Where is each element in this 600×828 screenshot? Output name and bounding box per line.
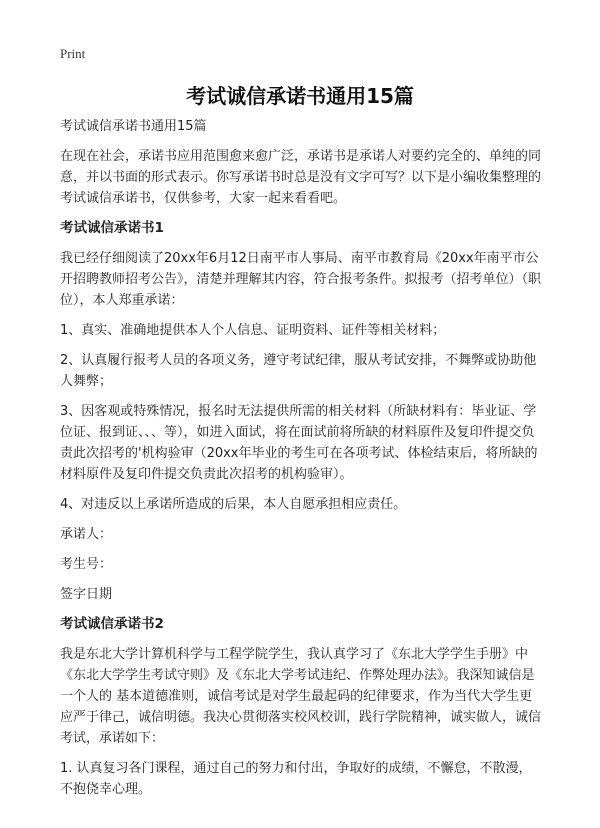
page-title: 考试诚信承诺书通用15篇 xyxy=(186,84,414,108)
section-2-heading: 考试诚信承诺书2 xyxy=(60,616,164,632)
intro-paragraph: 在现在社会，承诺书应用范围愈来愈广泛，承诺书是承诺人对要约完全的、单纯的同意，并以书面的形式表示。你写承诺书时总是没有文字可写？以下是小编收集整理的考试诚信承诺书，仅供参考，大家一起来看看吧。 xyxy=(60,149,542,206)
document-subtitle: 考试诚信承诺书通用15篇 xyxy=(60,119,207,134)
signature-date-label: 签字日期 xyxy=(60,587,113,602)
candidate-number-label: 考生号： xyxy=(60,557,113,572)
section-1-item: 2、认真履行报考人员的各项义务，遵守考试纪律，服从考试安排，不舞弊或协助他人舞弊； xyxy=(60,353,537,389)
section-1-item: 3、因客观或特殊情况，报名时无法提供所需的相关材料（所缺材料有：毕业证、学位证、报到证、、、等），如进入面试，将在面试前将所缺的材料原件及复印件提交负责此次招考的'机构验审（20xx年毕业的考生可在各项考试、体检结束后，将所缺的材料原件及复印件提交负责此次招考的机构验审）。 xyxy=(60,404,538,482)
print-link[interactable]: Print xyxy=(60,46,86,61)
section-1-heading: 考试诚信承诺书1 xyxy=(60,220,164,236)
section-2-item: 1. 认真复习各门课程，通过自己的努力和付出，争取好的成绩，不懈怠，不散漫，不抱侥幸心理。 xyxy=(60,761,532,797)
section-1-item: 1、真实、准确地提供本人个人信息、证明资料、证件等相关材料； xyxy=(60,323,446,338)
section-2-paragraph: 我是东北大学计算机科学与工程学院学生，我认真学习了《东北大学学生手册》中《东北大学学生考试守则》及《东北大学考试违纪、作弊处理办法》。我深知诚信是一个人的 基本道德准则，诚信考试是对学生最起码的纪律要求，作为当代大学生更应严于律己，诚信明德。我决心贯彻落实校风校训，践行学院精神，诚实做人，诚信考试，承诺如下： xyxy=(60,647,542,746)
section-1-item: 4、对违反以上承诺所造成的后果，本人自愿承担相应责任。 xyxy=(60,497,407,512)
document-body xyxy=(60,116,542,809)
section-1-paragraph: 我已经仔细阅读了20xx年6月12日南平市人事局、南平市教育局《20xx年南平市公开招聘教师招考公告》，清楚并理解其内容，符合报考条件。拟报考（招考单位）（职位），本人郑重承诺： xyxy=(60,251,542,308)
signer-label: 承诺人： xyxy=(60,527,113,542)
